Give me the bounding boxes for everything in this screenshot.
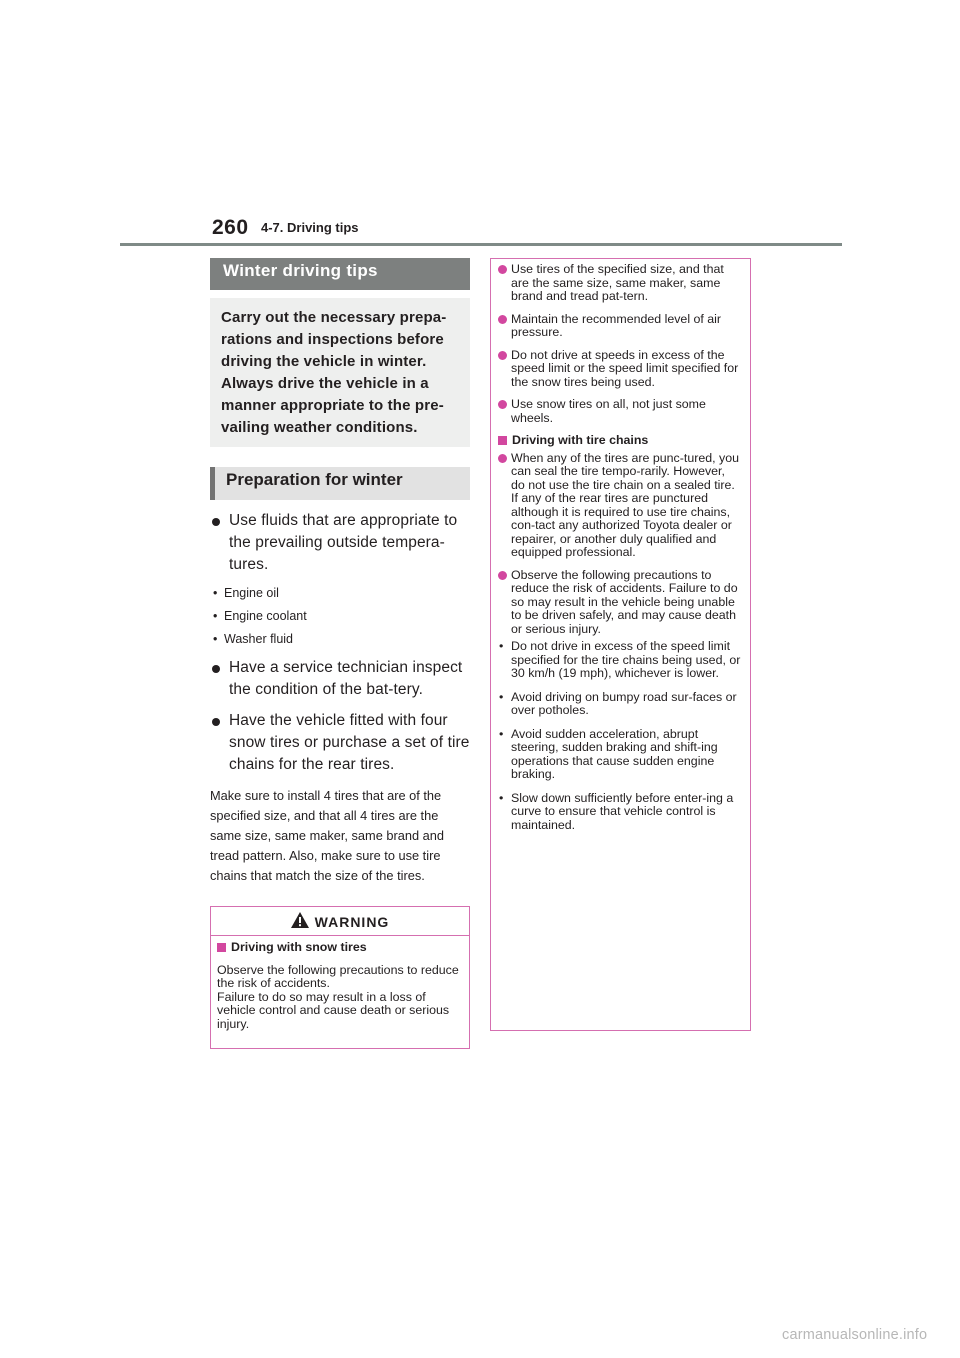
precaution-item xyxy=(498,792,742,833)
warning-header xyxy=(211,907,469,936)
warning-label: WARNING xyxy=(314,914,390,930)
bullet-dot-icon xyxy=(212,718,220,726)
chain-bullet xyxy=(498,452,742,560)
precaution-item xyxy=(498,691,742,718)
bullet-dot-icon: • xyxy=(499,689,504,704)
header-rule xyxy=(120,243,842,246)
circle-bullet-icon xyxy=(498,454,507,463)
prep-bullet-tires xyxy=(210,710,470,776)
prep-bullet-fluids xyxy=(210,510,470,576)
warning-heading xyxy=(217,941,463,955)
chain-bullet xyxy=(498,569,742,637)
chains-heading xyxy=(498,434,742,448)
square-bullet-icon xyxy=(498,436,507,445)
circle-bullet-icon xyxy=(498,315,507,324)
warning-box xyxy=(210,906,470,1049)
warning-triangle-icon xyxy=(291,912,309,931)
warning-text: Observe the following precautions to reduce the risk of accidents. xyxy=(217,962,459,990)
list-item: • Engine oil xyxy=(210,585,470,601)
snow-tire-bullet xyxy=(498,263,742,304)
warning-continued-box xyxy=(490,258,751,1031)
bullet-text: Do not drive in excess of the speed limit specified for the tire chains being used, or 30 km/h (19 mph), whichever is lower. xyxy=(511,639,741,680)
precaution-item xyxy=(498,640,742,681)
warning-heading-text: Driving with snow tires xyxy=(231,940,367,954)
prep-bullet-battery xyxy=(210,657,470,701)
section-title: Winter driving tips xyxy=(210,258,470,290)
bullet-text: Slow down sufficiently before enter-ing a curve to ensure that vehicle control is maintained. xyxy=(511,790,734,832)
watermark-logo: carmanualsonline.info xyxy=(782,1327,928,1343)
bullet-text: Have the vehicle fitted with four snow tires or purchase a set of tire chains for the rear tires. xyxy=(229,712,470,773)
bullet-text: Use snow tires on all, not just some wheels. xyxy=(511,397,706,425)
subsection-title: Preparation for winter xyxy=(210,467,470,500)
bullet-text: Have a service technician inspect the condition of the bat-tery. xyxy=(229,659,463,698)
warning-body xyxy=(211,936,469,1031)
bullet-text: Use tires of the specified size, and that are the same size, same maker, same brand and tread pat-tern. xyxy=(511,262,724,303)
square-bullet-icon xyxy=(217,943,226,952)
warning-text: Failure to do so may result in a loss of vehicle control and cause death or serious injury. xyxy=(217,989,450,1031)
intro-box: Carry out the necessary prepa-rations and inspections before driving the vehicle in winter. Always drive the vehicle in a manner appropriate to the pre-vailing weather conditions. xyxy=(210,298,470,447)
left-column xyxy=(210,258,470,886)
bullet-text: Use fluids that are appropriate to the prevailing outside tempera-tures. xyxy=(229,512,458,573)
snow-tire-bullet xyxy=(498,398,742,425)
bullet-text: Avoid driving on bumpy road sur-faces or over potholes. xyxy=(511,689,737,717)
circle-bullet-icon xyxy=(498,571,507,580)
bullet-dot-icon: • xyxy=(499,639,504,653)
circle-bullet-icon xyxy=(498,351,507,360)
page-number: 260 xyxy=(212,216,249,239)
precaution-item xyxy=(498,728,742,782)
section-label: 4-7. Driving tips xyxy=(261,220,359,235)
circle-bullet-icon xyxy=(498,400,507,409)
bullet-dot-icon: • xyxy=(499,726,504,741)
bullet-text: Observe the following precautions to reduce the risk of accidents. Failure to do so may result in the vehicle being unable to be driven safely, and may cause death or serious injury. xyxy=(511,567,738,636)
bullet-text: Do not drive at speeds in excess of the speed limit or the speed limit specified for the snow tires being used. xyxy=(511,347,739,389)
bullet-dot-icon xyxy=(212,665,220,673)
list-item: • Engine coolant xyxy=(210,608,470,624)
bullet-text: Maintain the recommended level of air pressure. xyxy=(511,311,722,339)
list-item: • Washer fluid xyxy=(210,631,470,647)
bullet-text: Avoid sudden acceleration, abrupt steering, sudden braking and shift-ing operations that cause sudden engine braking. xyxy=(511,726,718,781)
bullet-text: When any of the tires are punc-tured, you can seal the tire tempo-rarily. However, do not use the tire chain on a sealed tire. If any of the rear tires are punctured although it is required to use tire chains, con-tact any authorized Toyota dealer or repairer, or another duly qualified and equipped professional. xyxy=(511,450,739,559)
bullet-dot-icon: • xyxy=(499,790,504,805)
bullet-dot-icon xyxy=(212,518,220,526)
circle-bullet-icon xyxy=(498,265,507,274)
fluid-list xyxy=(210,585,470,647)
snow-tire-bullet xyxy=(498,313,742,340)
tire-paragraph: Make sure to install 4 tires that are of the specified size, and that all 4 tires are the same size, same maker, same brand and tread pattern. Also, make sure to use tire chains that match the size of the tires. xyxy=(210,788,445,883)
chains-heading-text: Driving with tire chains xyxy=(512,433,649,447)
snow-tire-bullet xyxy=(498,349,742,390)
